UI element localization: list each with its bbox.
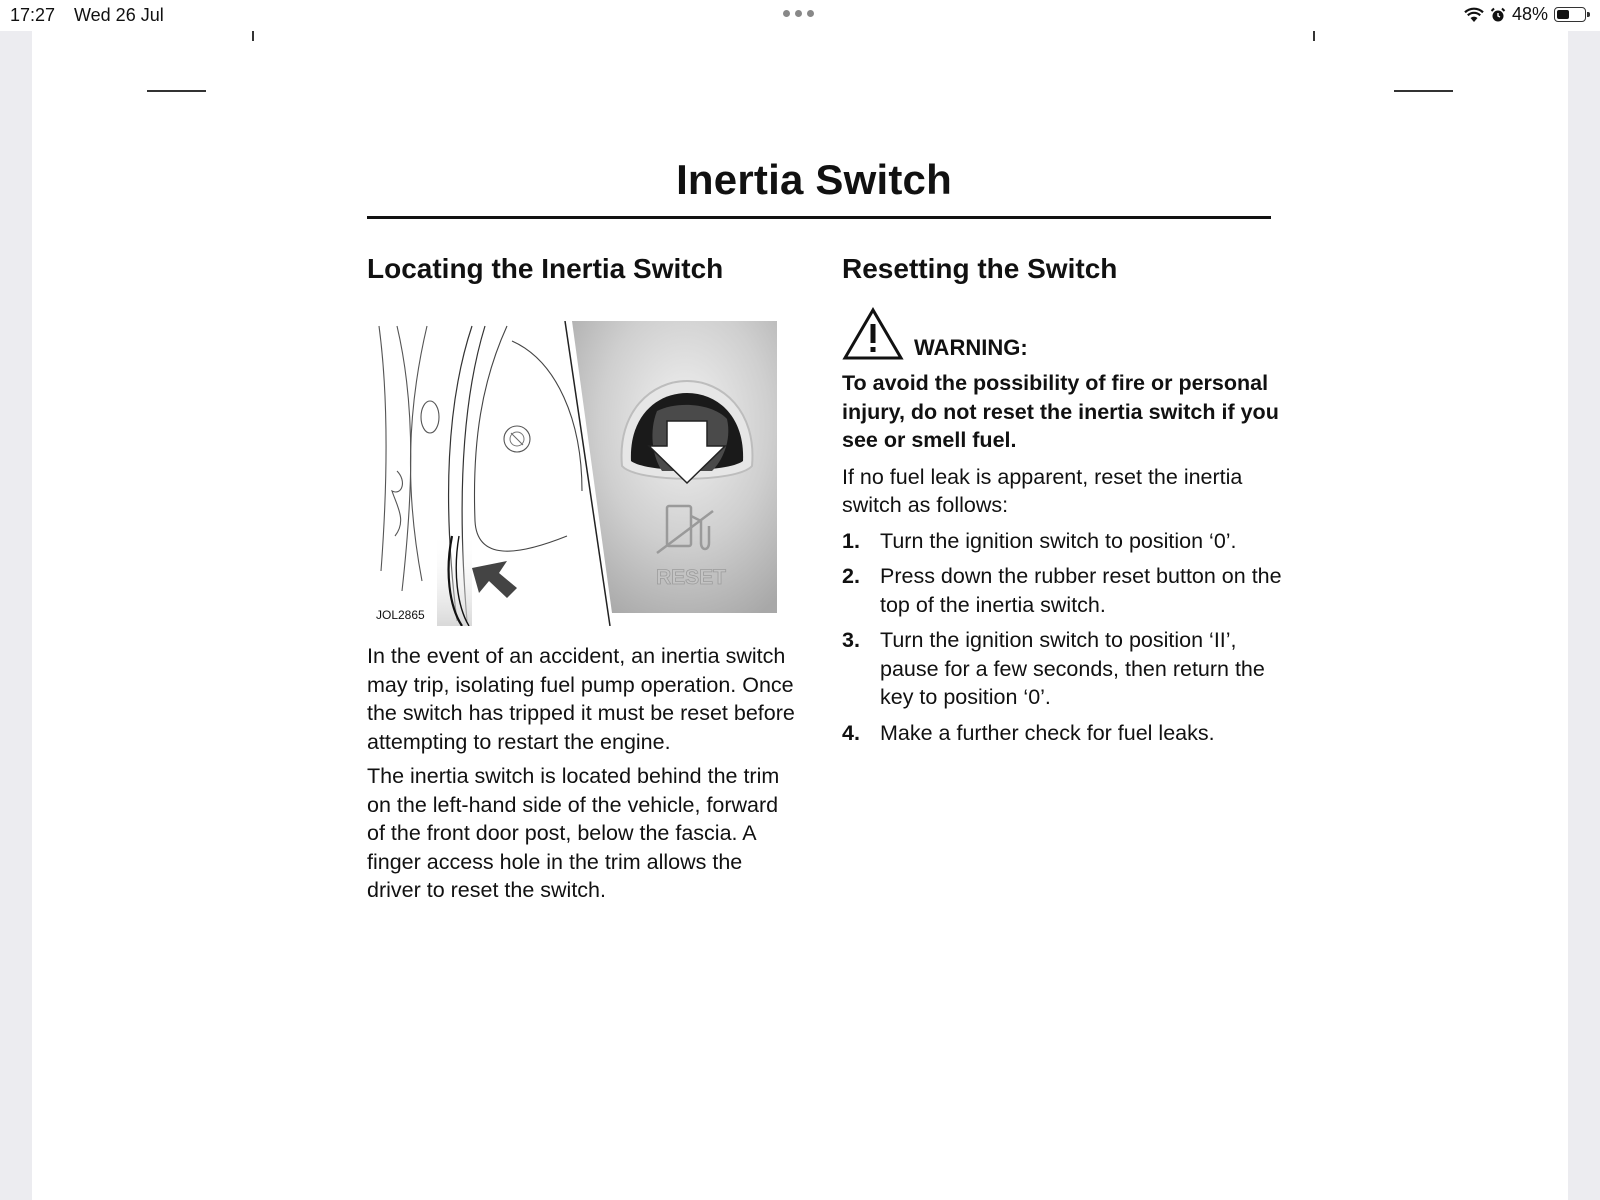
- crop-mark: [252, 31, 254, 41]
- step-text: Make a further check for fuel leaks.: [880, 720, 1215, 745]
- status-date: Wed 26 Jul: [74, 5, 164, 25]
- left-column: [367, 253, 797, 905]
- warning-header: [842, 307, 1282, 361]
- crop-mark: [1394, 90, 1453, 92]
- battery-icon: [1554, 7, 1586, 22]
- step-number: 2.: [842, 564, 860, 588]
- step-text: Press down the rubber reset button on the top of the inertia switch.: [880, 564, 1282, 617]
- wifi-icon: [1464, 7, 1484, 23]
- paragraph-location: The inertia switch is located behind the trim on the left-hand side of the vehicle, forward of the front door post, below the fascia. A finger access hole in the trim allows the driver to reset the switch.: [367, 764, 780, 902]
- paragraph-accident: In the event of an accident, an inertia switch may trip, isolating fuel pump operation. Once the switch has tripped it must be reset before attempting to restart the engine.: [367, 644, 795, 754]
- warning-triangle-icon: [842, 307, 904, 361]
- multitasking-dots-icon[interactable]: [783, 10, 814, 17]
- battery-percent: 48%: [1511, 4, 1548, 24]
- section-heading-locating: Locating the Inertia Switch: [367, 253, 724, 284]
- reset-label: RESET: [655, 566, 727, 589]
- crop-mark: [147, 90, 206, 92]
- section-heading-resetting: Resetting the Switch: [842, 253, 1118, 284]
- step-number: 3.: [842, 628, 860, 652]
- list-item: [842, 562, 1282, 619]
- figure-code: JOL2865: [376, 608, 425, 622]
- status-time: 17:27: [10, 5, 56, 25]
- step-number: 1.: [842, 528, 860, 553]
- page-title: Inertia Switch: [676, 156, 952, 203]
- alarm-icon: [1490, 7, 1506, 23]
- status-bar: [0, 0, 1600, 31]
- title-divider: [367, 216, 1271, 219]
- step-text: Turn the ignition switch to position ‘0’.: [880, 528, 1237, 553]
- list-item: [842, 527, 1282, 556]
- step-number: 4.: [842, 720, 860, 745]
- warning-text: To avoid the possibility of fire or personal injury, do not reset the inertia switch if you see or smell fuel.: [842, 371, 1279, 452]
- warning-label: WARNING:: [914, 335, 1028, 360]
- right-column: [842, 253, 1282, 754]
- status-indicators: [1464, 4, 1586, 25]
- reset-intro: If no fuel leak is apparent, reset the inertia switch as follows:: [842, 464, 1243, 517]
- reset-steps-list: [842, 527, 1282, 748]
- list-item: [842, 626, 1282, 712]
- inertia-switch-illustration: [367, 321, 787, 626]
- crop-mark: [1313, 31, 1315, 41]
- document-page: [32, 31, 1568, 1200]
- list-item: [842, 719, 1282, 748]
- step-text: Turn the ignition switch to position ‘II’, pause for a few seconds, then return the key to position ‘0’.: [880, 628, 1265, 709]
